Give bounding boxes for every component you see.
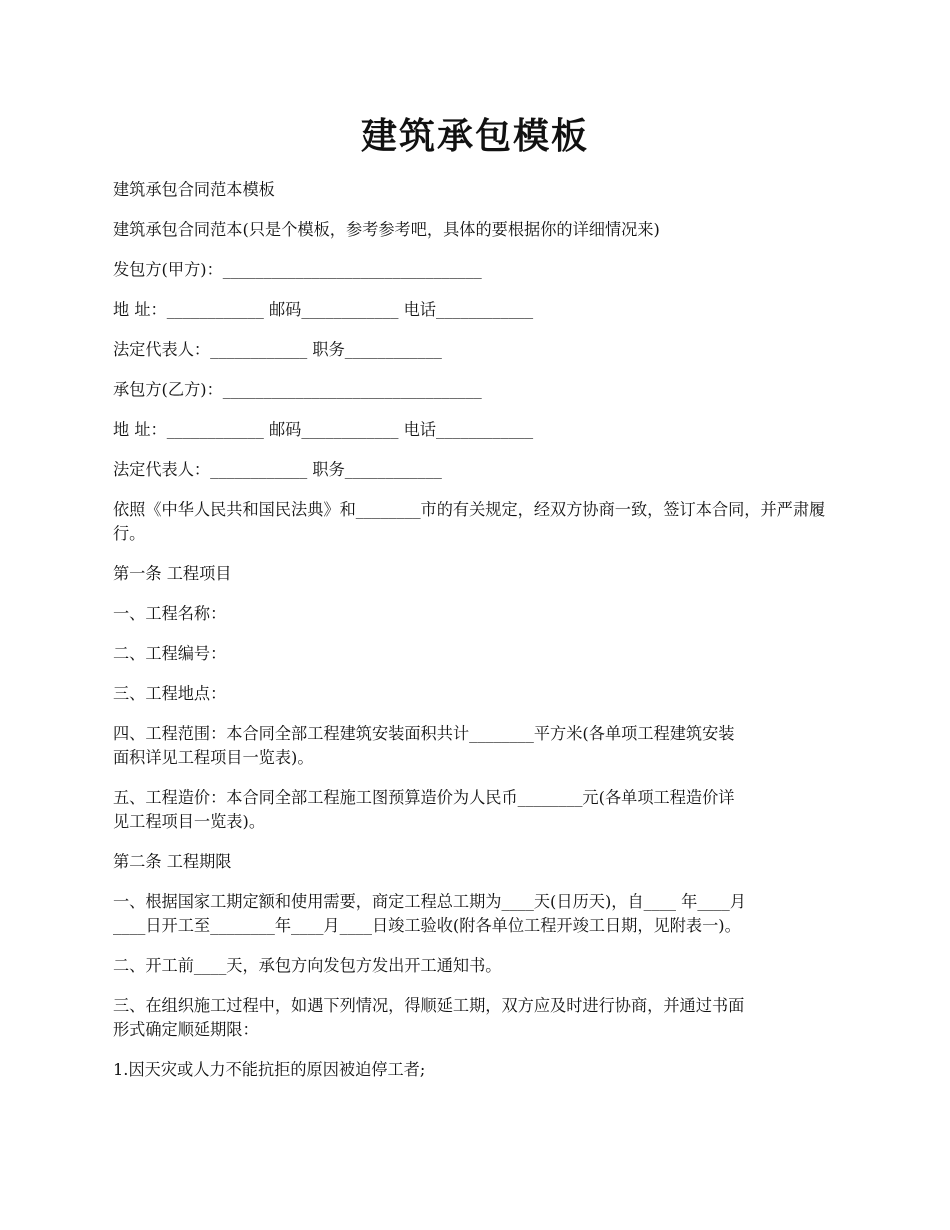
paragraph-project-number: 二、工程编号： (113, 644, 227, 663)
article-2-heading: 第二条 工程期限 (113, 852, 232, 871)
paragraph-project-cost: 五、工程造价：本合同全部工程施工图预算造价为人民币________元(各单项工程造价详 见工程项目一览表)。 (113, 788, 735, 831)
paragraph-party-a: 发包方(甲方)：________________________________ (113, 260, 482, 279)
paragraph-intro: 建筑承包合同范本(只是个模板，参考参考吧，具体的要根据你的详细情况来) (113, 220, 660, 239)
paragraph-project-name: 一、工程名称： (113, 604, 227, 623)
paragraph-party-b-address: 地 址：____________ 邮码____________ 电话____________ (113, 420, 534, 439)
paragraph-party-b-representative: 法定代表人：____________ 职务____________ (113, 460, 442, 479)
paragraph-project-location: 三、工程地点： (113, 684, 227, 703)
paragraph-party-a-representative: 法定代表人：____________ 职务____________ (113, 340, 442, 359)
paragraph-party-a-address: 地 址：____________ 邮码____________ 电话____________ (113, 300, 534, 319)
paragraph-start-notice: 二、开工前____天，承包方向发包方发出开工通知书。 (113, 956, 502, 975)
document-body (113, 178, 853, 1098)
document-title: 建筑承包模板 (360, 115, 589, 157)
paragraph-schedule: 一、根据国家工期定额和使用需要，商定工程总工期为____天(日历天)，自____ 年____月 ____日开工至________年____月____日竣工验收(附各单位工程开竣工日期，见附表一)。 (113, 892, 746, 935)
paragraph-extension: 三、在组织施工过程中，如遇下列情况，得顺延工期，双方应及时进行协商，并通过书面 形式确定顺延期限： (113, 996, 745, 1039)
paragraph-subtitle: 建筑承包合同范本模板 (113, 180, 275, 199)
paragraph-legal-basis: 依照《中华人民共和国民法典》和________市的有关规定，经双方协商一致，签订本合同，并严肃履行。 (113, 500, 826, 543)
paragraph-party-b: 承包方(乙方)：________________________________ (113, 380, 482, 399)
paragraph-project-scope: 四、工程范围：本合同全部工程建筑安装面积共计________平方米(各单项工程建筑安装 面积详见工程项目一览表)。 (113, 724, 735, 767)
article-1-heading: 第一条 工程项目 (113, 564, 232, 583)
paragraph-force-majeure: 1.因天灾或人力不能抗拒的原因被迫停工者; (113, 1060, 426, 1079)
